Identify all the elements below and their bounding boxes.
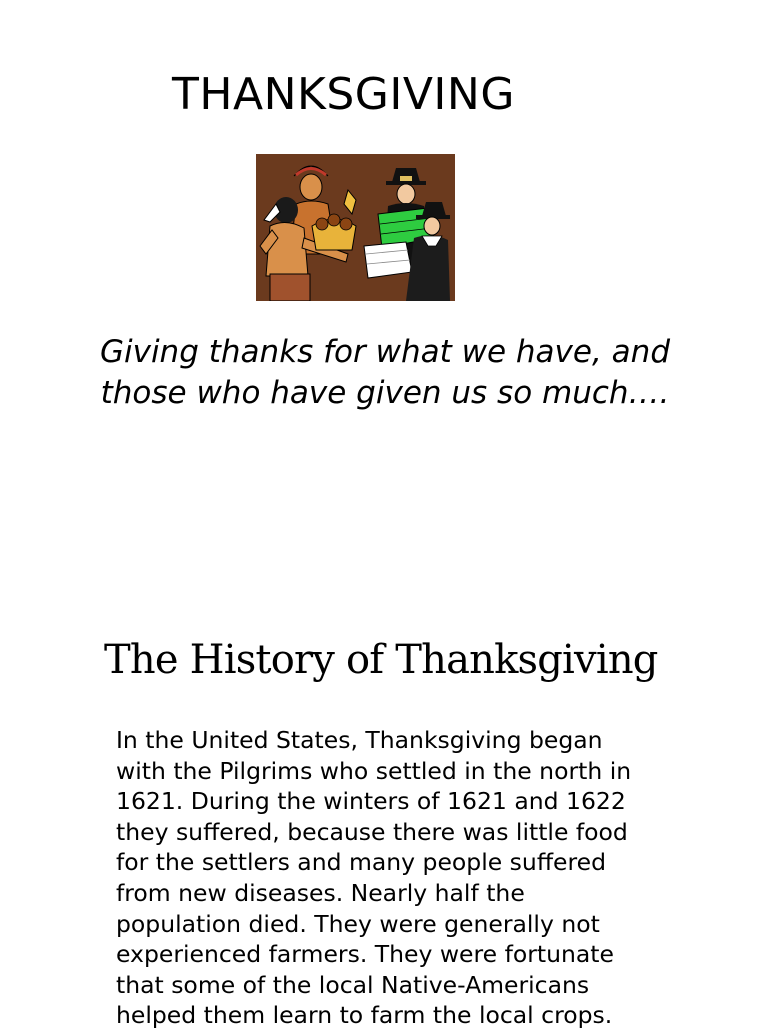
section-heading: The History of Thanksgiving [104, 637, 658, 683]
page-title: THANKSGIVING [172, 69, 515, 120]
paragraph-line: In the United States, Thanksgiving began [116, 726, 603, 754]
paragraph-line: from new diseases. Nearly half the [116, 878, 525, 907]
paragraph-line: for the settlers and many people suffered [116, 848, 606, 877]
paragraph-line: with the Pilgrims who settled in the north in [116, 756, 632, 785]
tagline [40, 332, 730, 414]
tagline-line: Giving thanks for what we have, and [99, 334, 671, 370]
paragraph-line: that some of the local Native-Americans [116, 970, 590, 999]
pilgrims-and-natives-clipart [256, 154, 455, 301]
history-paragraph [116, 725, 716, 1031]
paragraph-line: experienced farmers. They were fortunate [116, 940, 614, 969]
paragraph-line: population died. They were generally not [116, 909, 600, 938]
paragraph-line: helped them learn to farm the local crops. [116, 1001, 613, 1030]
paragraph-line: they suffered, because there was little food [116, 817, 628, 846]
paragraph-line: 1621. During the winters of 1621 and 1622 [116, 787, 626, 816]
tagline-line: those who have given us so much…. [100, 375, 670, 411]
